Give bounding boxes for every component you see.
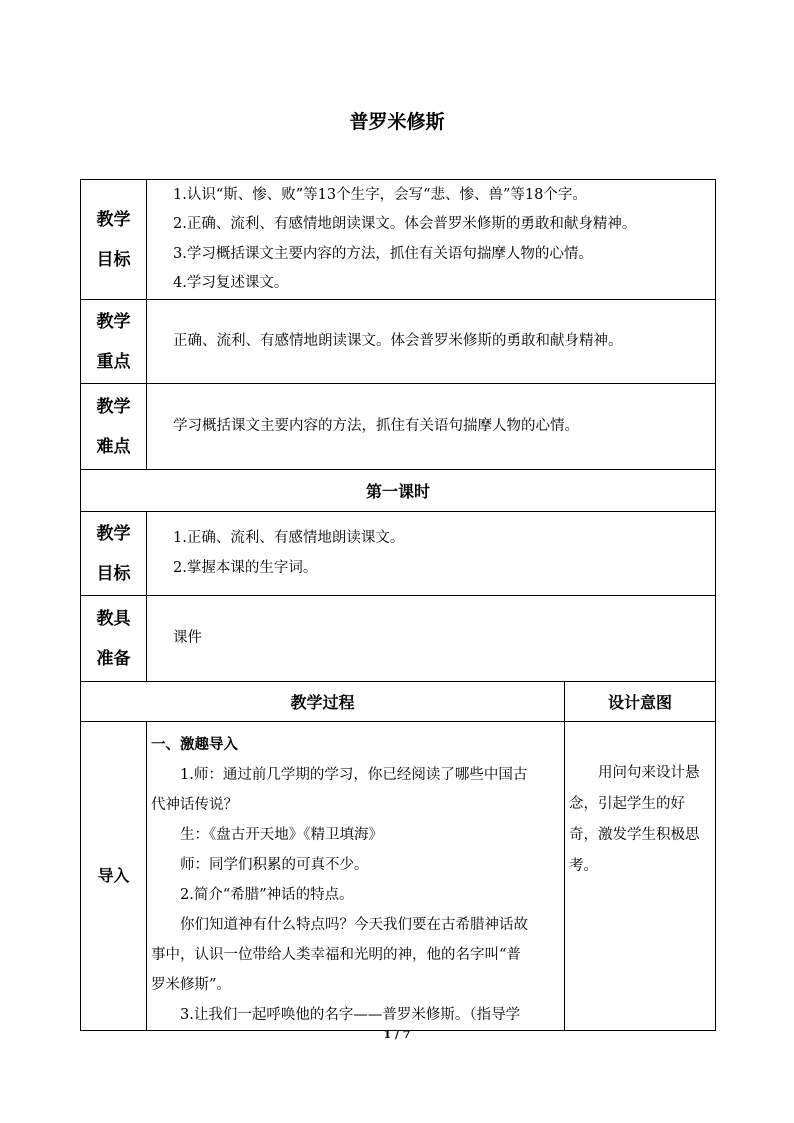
process-header-row — [81, 682, 716, 722]
materials-content: 课件 — [147, 596, 716, 682]
process-line: 代神话传说？ — [151, 797, 238, 813]
goal-item: 4.学习复述课文。 — [173, 275, 289, 291]
materials-row — [81, 596, 716, 682]
key-points-content: 正确、流利、有感情地朗读课文。体会普罗米修斯的勇敢和献身精神。 — [147, 300, 716, 384]
process-line: 你们知道神有什么特点吗？今天我们要在古希腊神话故 — [180, 917, 528, 933]
stage-label: 导入 — [81, 722, 147, 1031]
key-points-row — [81, 300, 716, 384]
goals-row — [81, 180, 716, 300]
process-content — [147, 722, 565, 1031]
page-title: 普罗米修斯 — [349, 111, 445, 133]
goals-label: 教学 目标 — [81, 180, 147, 300]
process-line: 2.简介“希腊”神话的特点。 — [180, 887, 354, 903]
difficulties-row — [81, 384, 716, 470]
lesson-plan-table — [80, 179, 716, 1031]
key-points-label: 教学 重点 — [81, 300, 147, 384]
process-header: 教学过程 — [81, 682, 565, 722]
difficulties-content: 学习概括课文主要内容的方法，抓住有关语句揣摩人物的心情。 — [147, 384, 716, 470]
process-line: 罗米修斯”。 — [151, 977, 231, 993]
lesson-goal-item: 2.掌握本课的生字词。 — [173, 559, 318, 576]
goal-item: 3.学习概括课文主要内容的方法，抓住有关语句揣摩人物的心情。 — [173, 245, 593, 262]
lesson-goals-content — [147, 512, 716, 596]
materials-label: 教具 准备 — [81, 596, 147, 682]
lesson-goals-label: 教学 目标 — [81, 512, 147, 596]
intent-text: 用问句来设计悬念，引起学生的好奇，激发学生积极思考。 — [569, 765, 700, 874]
intro-row — [81, 722, 716, 1031]
intent-header: 设计意图 — [565, 682, 716, 722]
lesson-one-heading: 第一课时 — [81, 470, 716, 512]
process-line: 生：《盘古开天地》《精卫填海》 — [180, 827, 383, 843]
section-title: 一、激趣导入 — [151, 737, 238, 753]
lesson-one-heading-row — [81, 470, 716, 512]
goals-content — [147, 180, 716, 300]
difficulties-label: 教学 难点 — [81, 384, 147, 470]
process-line: 师：同学们积累的可真不少。 — [180, 857, 369, 873]
process-line: 3.让我们一起呼唤他的名字——普罗米修斯。（指导学 — [180, 1007, 521, 1023]
page-number: 1 / 7 — [383, 1028, 411, 1041]
lesson-goals-row — [81, 512, 716, 596]
goal-item: 1.认识“斯、惨、败”等13个生字，会写“悲、惨、兽”等18个字。 — [173, 186, 587, 203]
lesson-goal-item: 1.正确、流利、有感情地朗读课文。 — [173, 530, 405, 546]
process-line: 事中，认识一位带给人类幸福和光明的神，他的名字叫“普 — [151, 947, 521, 963]
process-line: 1.师：通过前几学期的学习，你已经阅读了哪些中国古 — [180, 767, 528, 783]
intent-content — [565, 722, 716, 1031]
goal-item: 2.正确、流利、有感情地朗读课文。体会普罗米修斯的勇敢和献身精神。 — [173, 216, 637, 232]
